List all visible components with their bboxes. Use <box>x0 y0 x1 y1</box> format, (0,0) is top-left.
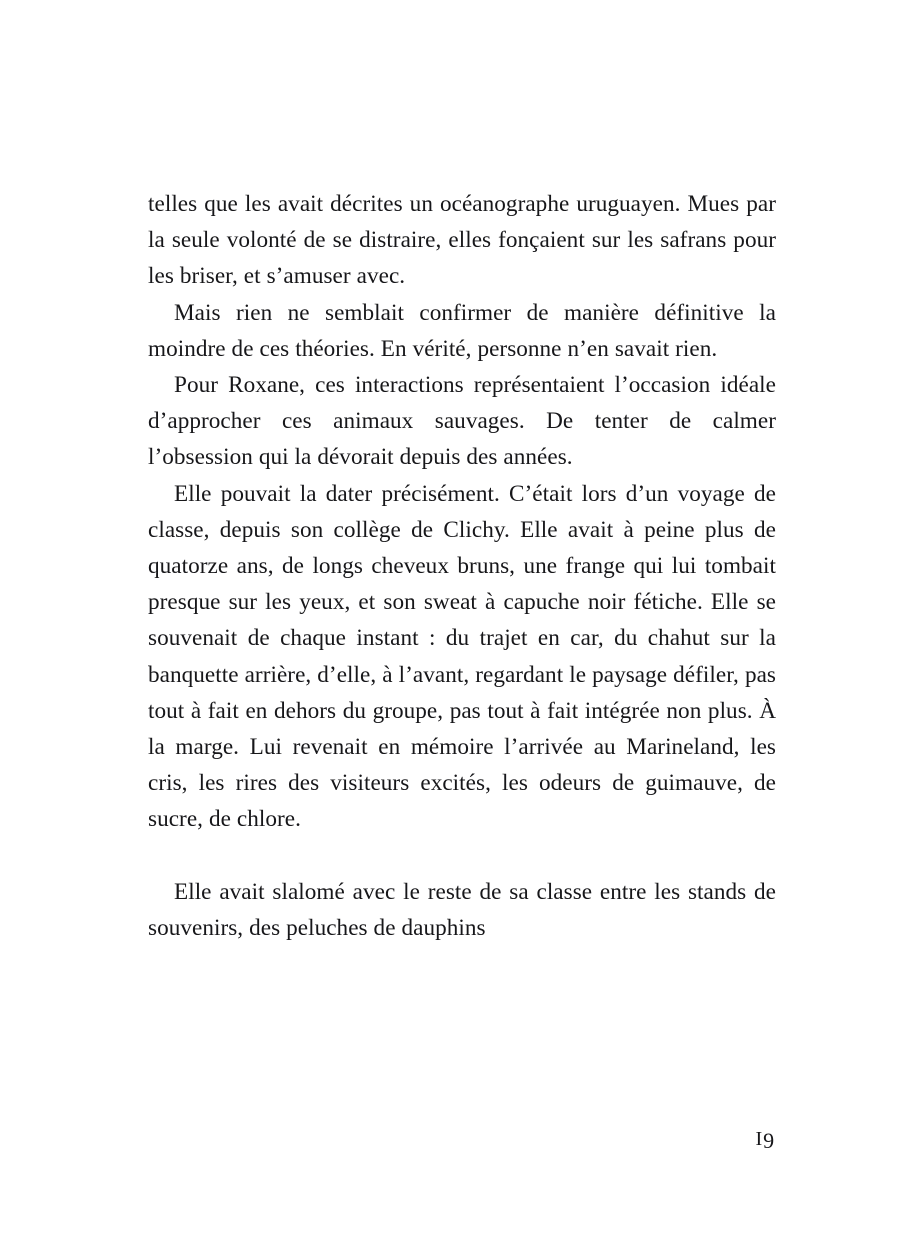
page-number <box>755 1127 775 1153</box>
paragraph-elle-avait-slalome: Elle avait slalomé avec le reste de sa classe entre les stands de souvenirs, des peluches de dauphins <box>148 878 776 942</box>
paragraph-pour-roxane: Pour Roxane, ces interactions représentaient l’occasion idéale d’approcher ces animaux sauvages. De tenter de calmer l’obsession qui la dévorait depuis des années. <box>148 372 776 471</box>
page-number-digit-rest: 9 <box>763 1127 775 1153</box>
section-break-spacer <box>148 838 776 874</box>
body-text-block <box>148 186 776 946</box>
page-number-digit-one: I <box>755 1128 764 1151</box>
paragraph-continued-oceanographe: telles que les avait décrites un océanographe uruguayen. Mues par la seule volonté de se distraire, elles fonçaient sur les safrans pour les briser, et s’amuser avec. <box>148 191 776 290</box>
paragraph-mais-rien: Mais rien ne semblait confirmer de manière définitive la moindre de ces théories. En vérité, personne n’en savait rien. <box>148 299 776 362</box>
paragraph-elle-pouvait: Elle pouvait la dater précisément. C’était lors d’un voyage de classe, depuis son collège de Clichy. Elle avait à peine plus de quatorze ans, de longs cheveux bruns, une frange qui lui tombait presque sur les yeux, et son sweat à capuche noir fétiche. Elle se souvenait de chaque instant : du trajet en car, du chahut sur la banquette arrière, d’elle, à l’avant, regardant le paysage défiler, pas tout à fait en dehors du groupe, pas tout à fait intégrée non plus. À la marge. Lui revenait en mémoire l’arrivée au Marineland, les cris, les rires des visiteurs excités, les odeurs de guimauve, de sucre, de chlore. <box>148 480 776 833</box>
